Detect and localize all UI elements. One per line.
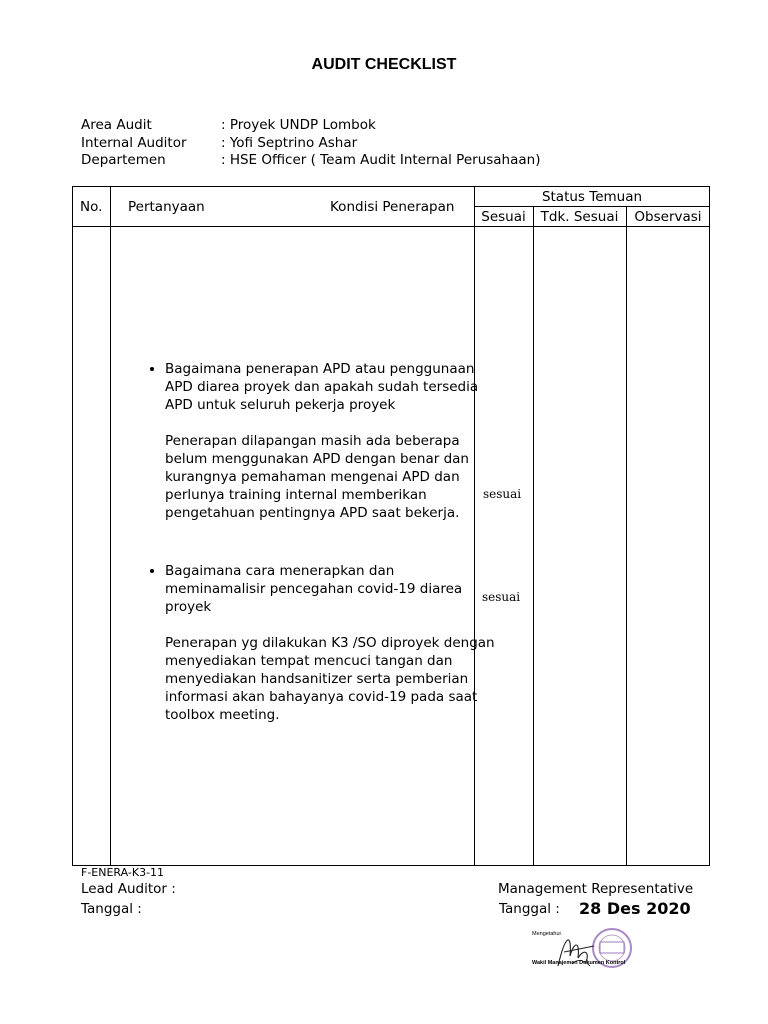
signature-stamp (528, 922, 646, 978)
question-text: • Bagaimana penerapan APD atau penggunaan APD diarea proyek dan apakah sudah tersedia APD untuk seluruh pekerja proyek (165, 361, 479, 413)
department-value: : HSE Officer ( Team Audit Internal Perusahaan) (221, 152, 541, 168)
question-text: • Bagaimana cara menerapkan dan meminamalisir pencegahan covid-19 diarea proyek (165, 563, 463, 615)
header-status: Status Temuan (541, 189, 643, 205)
question-list (141, 360, 495, 724)
management-rep-label: Management Representative (498, 881, 694, 897)
form-code: F-ENERA-K3-11 (81, 866, 165, 879)
status-sesuai: sesuai (483, 487, 522, 501)
internal-auditor-value: : Yofi Septrino Ashar (221, 135, 358, 151)
table-divider (626, 206, 627, 866)
header-no: No. (80, 199, 103, 215)
header-condition: Kondisi Penerapan (330, 199, 455, 215)
area-audit-label: Area Audit (81, 117, 152, 133)
list-spacer (165, 522, 495, 562)
table-divider (110, 186, 111, 866)
page-title: AUDIT CHECKLIST (311, 56, 457, 73)
department-label: Departemen (81, 152, 166, 168)
header-tdk-sesuai: Tdk. Sesuai (540, 209, 619, 225)
header-observasi: Observasi (634, 209, 702, 225)
tanggal-right-label: Tanggal : (499, 901, 560, 917)
list-item (165, 562, 495, 724)
status-sesuai: sesuai (482, 590, 521, 604)
stamp-bottom-text: Wakil Manajemen Dokumen Kontrol (532, 960, 626, 966)
tanggal-left-label: Tanggal : (81, 901, 142, 917)
internal-auditor-label: Internal Auditor (81, 135, 187, 151)
table-divider (72, 226, 710, 227)
table-divider (474, 206, 710, 207)
stamp-top-text: Mengetahui (532, 931, 561, 937)
answer-text: Penerapan dilapangan masih ada beberapa belum menggunakan APD dengan benar dan kurangnya pemahaman mengenai APD dan perlunya training internal memberikan pengetahuan pentingnya APD saat bekerja. (165, 433, 469, 521)
answer-text: Penerapan yg dilakukan K3 /SO diproyek dengan menyediakan tempat mencuci tangan dan menyediakan handsanitizer serta pemberian informasi akan bahayanya covid-19 pada saat toolbox meeting. (165, 635, 495, 723)
header-sesuai: Sesuai (481, 209, 526, 225)
date-value: 28 Des 2020 (579, 899, 691, 918)
area-audit-value: : Proyek UNDP Lombok (221, 117, 376, 133)
header-question: Pertanyaan (128, 199, 205, 215)
table-divider (533, 206, 534, 866)
list-item (165, 360, 495, 522)
lead-auditor-label: Lead Auditor : (81, 881, 176, 897)
